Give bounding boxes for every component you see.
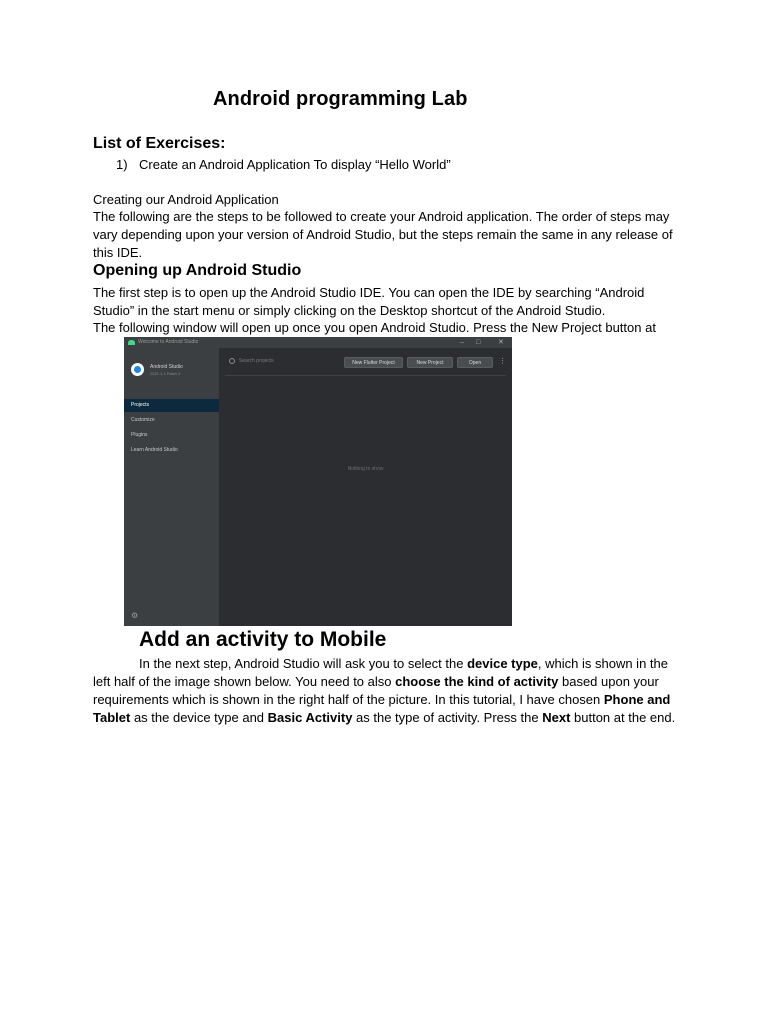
exercises-heading: List of Exercises: <box>93 135 226 152</box>
window-title: Welcome to Android Studio <box>138 339 199 345</box>
app-name: Android Studio <box>150 364 183 370</box>
gear-icon[interactable]: ⚙ <box>131 611 139 620</box>
opening-paragraph-1: The first step is to open up the Android Studio IDE. You can open the IDE by searching “Android Studio” in the start menu or simply clicking on the Desktop shortcut of the Android Studio. <box>93 285 645 318</box>
next-emphasis: Next <box>542 710 571 725</box>
activity-paragraph <box>93 655 678 727</box>
android-studio-logo-icon <box>131 363 144 376</box>
minimize-icon[interactable]: – <box>460 339 464 346</box>
close-icon[interactable]: ✕ <box>498 339 504 346</box>
welcome-sidebar <box>124 348 219 626</box>
search-input[interactable]: Search projects <box>239 358 274 364</box>
activity-text: based upon your requirements which is shown in the right half of the picture. In this tutorial, I have chosen <box>93 674 659 707</box>
opening-heading: Opening up Android Studio <box>93 262 302 279</box>
sidebar-item-customize[interactable]: Customize <box>131 417 155 423</box>
new-flutter-project-button[interactable]: New Flutter Project <box>344 357 403 368</box>
search-icon <box>229 358 235 364</box>
android-icon <box>128 340 135 345</box>
window-titlebar <box>124 337 512 348</box>
activity-text: as the device type and <box>130 710 268 725</box>
app-version: 2021.1.1 Patch 3 <box>150 371 181 376</box>
maximize-icon[interactable]: □ <box>476 339 481 346</box>
document-title: Android programming Lab <box>213 88 468 110</box>
open-button[interactable]: Open <box>457 357 493 368</box>
activity-text: as the type of activity. Press the <box>352 710 543 725</box>
sidebar-item-plugins[interactable]: Plugins <box>131 432 148 438</box>
divider <box>225 375 506 376</box>
activity-heading: Add an activity to Mobile <box>139 628 387 651</box>
sidebar-item-projects[interactable]: Projects <box>124 399 219 412</box>
exercise-number: 1) <box>116 157 128 172</box>
basic-activity-emphasis: Basic Activity <box>267 710 353 725</box>
new-project-button[interactable]: New Project <box>407 357 453 368</box>
empty-state-text: Nothing to show <box>347 466 384 472</box>
activity-text: In the next step, Android Studio will ask you to select the <box>139 656 468 671</box>
projects-panel <box>219 348 512 626</box>
kind-of-activity-emphasis: choose the kind of activity <box>395 674 559 689</box>
phone-tablet-emphasis: Phone and Tablet <box>93 692 671 725</box>
activity-text: button at the end. <box>570 710 676 725</box>
opening-paragraph-2: The following window will open up once you open Android Studio. Press the New Project button at <box>93 320 656 335</box>
device-type-emphasis: device type <box>467 656 538 671</box>
exercise-text: Create an Android Application To display “Hello World” <box>139 157 451 172</box>
sidebar-item-learn[interactable]: Learn Android Studio <box>131 447 178 453</box>
more-options-icon[interactable]: ⋮ <box>499 358 506 365</box>
activity-text: , which is shown in the left half of the image shown below. You need to also <box>93 656 668 689</box>
android-studio-screenshot <box>124 337 512 626</box>
creating-subheading: Creating our Android Application <box>93 192 279 207</box>
exercise-item <box>116 157 451 172</box>
creating-paragraph: The following are the steps to be followed to create your Android application. The order of steps may vary depending upon your version of Android Studio, but the steps remain the same in any release of this IDE. <box>93 209 673 260</box>
